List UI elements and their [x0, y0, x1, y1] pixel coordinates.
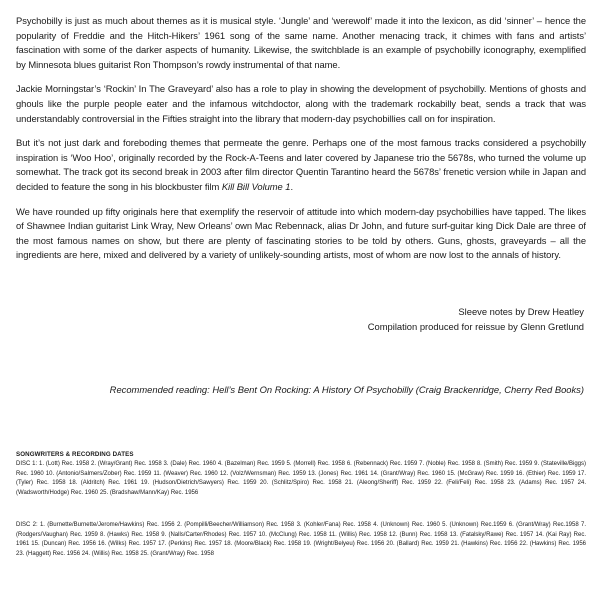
sleeve-notes-body — [16, 14, 586, 273]
paragraph-1: Psychobilly is just as much about themes as it is musical style. ‘Jungle’ and ‘werewolf’ made it into the lexicon, as did ‘sinner’ – hence the popularity of Freddie and the Hitch-Hikers’ 1961 song of the same name. Another menacing track, it chimes with fans and artists’ fascination with some of the darker aspects of humanity. Likewise, the switchblade is an example of psychobilly iconography, exemplified by Minnesota blues guitarist Ron Thompson’s rowdy instrumental of that name. — [16, 15, 586, 70]
paragraph-2: Jackie Morningstar’s ‘Rockin’ In The Graveyard’ also has a role to play in showing the development of psychobilly. Mentions of ghosts and ghouls like the purple people eater and the infamous witchdoctor, along with the trademark rockabilly beat, sends a track that was understandably controversial in the Fifties straight into the library that modern-day psychobillies call on for inspiration. — [16, 83, 586, 124]
paragraph-3-text: But it’s not just dark and foreboding themes that permeate the genre. Perhaps one of the most famous tracks considered a psychobilly inspiration is ‘Woo Hoo’, originally recorded by the Rock-A-Teens and later covered by Japanese trio the 5678s, who turned the volume up somewhat. The track got its second break in 2003 after film director Quentin Tarantino heard the 5678s’ frenetic version while in Japan and decided to feature the song in his blockbuster film — [16, 137, 586, 192]
credits — [184, 305, 584, 335]
film-title: Kill Bill Volume 1 — [221, 180, 291, 192]
songwriters-heading: SONGWRITERS & RECORDING DATES — [16, 451, 134, 458]
paragraph-3-end: . — [290, 180, 293, 192]
compilation-credit: Compilation produced for reissue by Glenn Gretlund — [367, 320, 584, 332]
paragraph-3 — [16, 136, 586, 194]
disc-1-credits: DISC 1: 1. (Lott) Rec. 1958 2. (Wray/Grant) Rec. 1958 3. (Dale) Rec. 1960 4. (Bazelman) Rec. 1959 5. (Morrell) Rec. 1958 6. (Rebennack) Rec. 1959 7. (Noble) Rec. 1958 8. (Smith) Rec. 1959 9. (Stateville/Biggs) Rec. 1960 10. (Antonio/Salmers/Zober) Rec. 1959 11. (Weaver) Rec. 1960 12. (Volz/Wernsman) Rec. 1959 13. (Jones) Rec. 1961 14. (Grant/Wray) Rec. 1960 15. (McGraw) Rec. 1959 16. (Ethier) Rec. 1959 17. (Tyler) Rec. 1958 18. (Aldritch) Rec. 1961 19. (Hudson/Dietrich/Sawyers) Rec. 1959 20. (Schlitz/Spiro) Rec. 1958 21. (Aleong/Sheriff) Rec. 1959 22. (Feli/Feli) Rec. 1958 23. (Adams) Rec. 1957 24. (Wadsworth/Hodge) Rec. 1960 25. (Bradshaw/Mann/Kay) Rec. 1956 — [16, 461, 586, 496]
paragraph-4: We have rounded up fifty originals here that exemplify the reservoir of attitude into which modern-day psychobillies have tapped. The likes of Shawnee Indian guitarist Link Wray, New Orleans’ own Mac Rebennack, alias Dr John, and future surf-guitar king Dick Dale are three of the most famous names on show, but there are plenty of fascinating stories to be told by others. Guns, ghosts, graveyards – all the ingredients are here, mixed and delivered by a variety of unlikely-sounding artists, most of whom are now lost to the annals of history. — [16, 205, 586, 261]
sleeve-notes-credit: Sleeve notes by Drew Heatley — [458, 306, 584, 317]
recommended-reading: Recommended reading: Hell’s Bent On Rocking: A History Of Psychobilly (Craig Brackenridge, Cherry Red Books) — [109, 384, 584, 395]
disc-2-credits: DISC 2: 1. (Burnette/Burnette/Jerome/Hawkins) Rec. 1956 2. (Pompilli/Beecher/Williamson) Rec. 1958 3. (Kohler/Fana) Rec. 1958 4. (Unknown) Rec. 1960 5. (Unknown) Rec.1959 6. (Grant/Wray) Rec.1958 7. (Rodgers/Vaughan) Rec. 1959 8. (Hawks) Rec. 1958 9. (Nalls/Carter/Rhodes) Rec. 1957 10. (McClung) Rec. 1958 11. (Willis) Rec. 1958 12. (Bunn) Rec. 1958 13. (Fatalsky/Rawe) Rec. 1957 14. (Kai Ray) Rec. 1961 15. (Duncan) Rec. 1956 16. (Wilks) Rec. 1957 17. (Perkins) Rec. 1957 18. (Moore/Black) Rec. 1958 19. (Wright/Belyeu) Rec. 1956 20. (Ballard) Rec. 1959 21. (Hawkins) Rec. 1956 22. (Hawkins) Rec. 1956 23. (Haggett) Rec. 1956 24. (Willis) Rec. 1958 25. (Grant/Wray) Rec. 1958 — [16, 522, 586, 557]
